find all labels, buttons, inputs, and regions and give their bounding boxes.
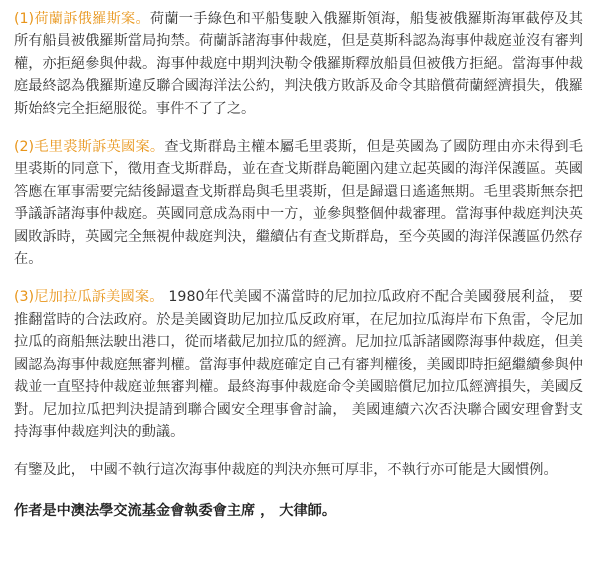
case-text: 查戈斯群島主權本屬毛里裘斯，但是英國為了國防理由亦未得到毛里裘斯的同意下，徵用查戈斯群島，並在查戈斯群島範圍內建立起英國的海洋保護區。英國答應在軍事需要完結後歸還查戈斯群島與毛里裘斯，但是歸還日遙遙無期。毛里裘斯無奈把爭議訴諸海事仲裁庭。英國同意成為雨中一方，並參與整個仲裁審理。當海事仲裁庭判決英國敗訴時，英國完全無視仲裁庭判決，繼續佔有查戈斯群島，至今英國的海洋保護區仍然存在。	[14, 139, 583, 268]
case-paragraph-mauritius-v-uk	[14, 136, 583, 270]
case-paragraph-nicaragua-v-us	[14, 286, 583, 443]
case-heading: (1)荷蘭訴俄羅斯案。	[14, 11, 150, 27]
author-byline: 作者是中澳法學交流基金會執委會主席 ， 大律師。	[14, 502, 337, 519]
case-heading: (3)尼加拉瓜訴美國案。	[14, 289, 164, 306]
case-heading: (2)毛里裘斯訴英國案。	[14, 139, 165, 156]
case-paragraph-netherlands-v-russia	[14, 8, 583, 120]
case-text: 1980年代美國不滿當時的尼加拉瓜政府不配合美國發展利益， 要推翻當時的合法政府。於是美國資助尼加拉瓜反政府軍，在尼加拉瓜海岸布下魚雷，令尼加拉瓜的商船無法駛出港口，從而堵截尼加拉瓜的經濟。尼加拉瓜訴諸國際海事仲裁庭，但美國認為海事仲裁庭無審判權。當海事仲裁庭確定自己有審判權後，美國即時拒絕繼續參與仲裁並一直堅持仲裁庭並無審判權。最終海事仲裁庭命令美國賠償尼加拉瓜經濟損失，美國反對。尼加拉瓜把判決提請到聯合國安全理事會討論， 美國連續六次否決聯合國安理會對支持海事仲裁庭判決的動議。	[14, 289, 583, 440]
case-text: 荷蘭一手綠色和平船隻駛入俄羅斯領海，船隻被俄羅斯海軍截停及其所有船員被俄羅斯當局拘禁。荷蘭訴諸海事仲裁庭，但是莫斯科認為海事仲裁庭並沒有審判權，亦拒絕參與仲裁。海事仲裁庭中期判決勒令俄羅斯釋放船員但被俄方拒絕。當海事仲裁庭最終認為俄羅斯違反聯合國海洋法公約，判決俄方敗訴及命令其賠償荷蘭經濟損失，俄羅斯始終完全拒絕服從。事件不了了之。	[14, 11, 583, 117]
conclusion-paragraph: 有鑒及此， 中國不執行這次海事仲裁庭的判決亦無可厚非，不執行亦可能是大國慣例。	[14, 462, 558, 479]
